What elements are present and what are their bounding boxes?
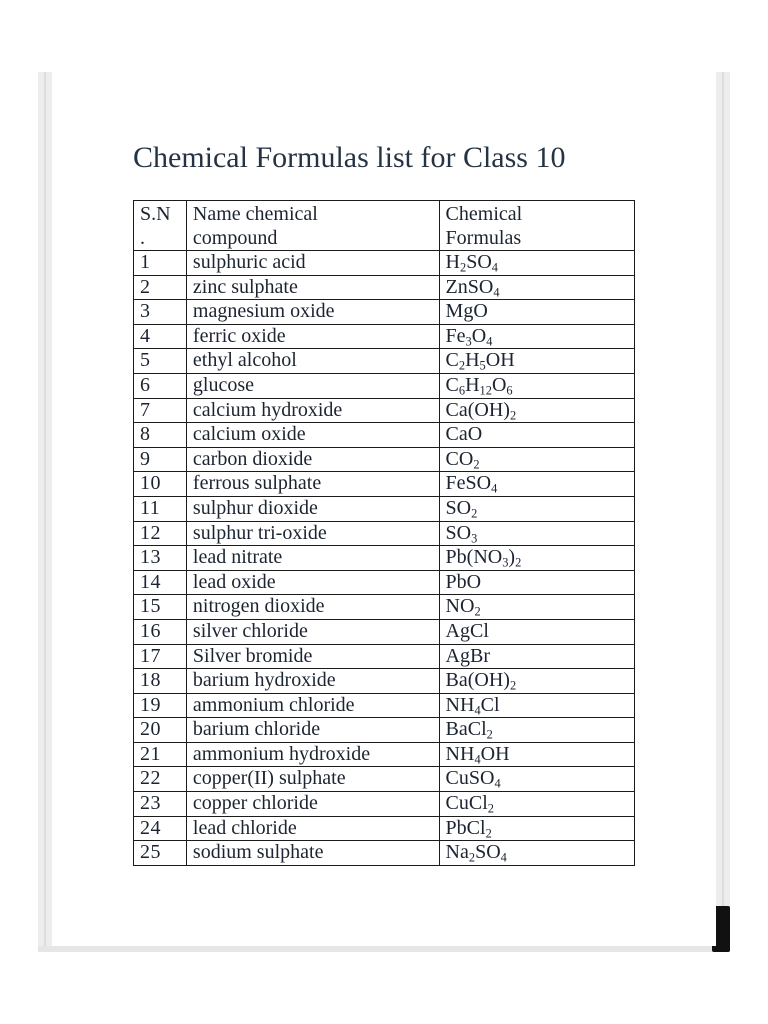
table-row [134, 251, 635, 276]
cell-formula: $Ca(OH)_2$ [439, 398, 634, 423]
cell-sn: 17 [134, 644, 187, 669]
cell-compound-name: copper(II) sulphate [186, 767, 439, 792]
bottom-page-shadow [38, 946, 730, 952]
cell-compound-name: lead oxide [186, 570, 439, 595]
table-row [134, 373, 635, 398]
cell-sn: 13 [134, 546, 187, 571]
cell-compound-name: lead chloride [186, 816, 439, 841]
table-row [134, 816, 635, 841]
left-page-shadow [38, 72, 52, 952]
cell-formula: MgO [439, 300, 634, 325]
cell-formula: $C_6H_{12}O_6$ [439, 373, 634, 398]
cell-compound-name: silver chloride [186, 619, 439, 644]
cell-compound-name: sulphuric acid [186, 251, 439, 276]
cell-formula: $Ba(OH)_2$ [439, 669, 634, 694]
cell-sn: 22 [134, 767, 187, 792]
cell-compound-name: sulphur tri-oxide [186, 521, 439, 546]
cell-sn: 25 [134, 841, 187, 866]
document-title: Chemical Formulas list for Class 10 [133, 141, 566, 174]
cell-sn: 14 [134, 570, 187, 595]
table-row [134, 324, 635, 349]
table-row [134, 595, 635, 620]
table-row [134, 447, 635, 472]
cell-formula: AgCl [439, 619, 634, 644]
cell-compound-name: glucose [186, 373, 439, 398]
cell-compound-name: ferrous sulphate [186, 472, 439, 497]
cell-sn: 15 [134, 595, 187, 620]
table-row [134, 546, 635, 571]
cell-formula: $C_2H_5OH$ [439, 349, 634, 374]
cell-sn: 23 [134, 792, 187, 817]
cell-formula: $NH_4Cl$ [439, 693, 634, 718]
cell-sn: 6 [134, 373, 187, 398]
table-row [134, 521, 635, 546]
cell-sn: 4 [134, 324, 187, 349]
cell-compound-name: nitrogen dioxide [186, 595, 439, 620]
table-row [134, 275, 635, 300]
table-body [134, 251, 635, 866]
table-row [134, 669, 635, 694]
table-row [134, 767, 635, 792]
cell-sn: 9 [134, 447, 187, 472]
cell-formula: $NO_2$ [439, 595, 634, 620]
cell-formula: BaCl$_2$ [439, 718, 634, 743]
header-sn: S.N . [134, 201, 187, 251]
table-row [134, 644, 635, 669]
cell-formula: $Na_2SO_4$ [439, 841, 634, 866]
cell-formula: PbO [439, 570, 634, 595]
table-row [134, 841, 635, 866]
table-row [134, 619, 635, 644]
cell-sn: 24 [134, 816, 187, 841]
cell-sn: 18 [134, 669, 187, 694]
cell-formula: $H_2SO_4$ [439, 251, 634, 276]
table-row [134, 718, 635, 743]
cell-formula: $SO_3$ [439, 521, 634, 546]
cell-compound-name: ferric oxide [186, 324, 439, 349]
cell-compound-name: calcium hydroxide [186, 398, 439, 423]
header-formula: Chemical Formulas [439, 201, 634, 251]
cell-formula: $CO_2$ [439, 447, 634, 472]
cell-sn: 16 [134, 619, 187, 644]
cell-compound-name: lead nitrate [186, 546, 439, 571]
cell-sn: 11 [134, 496, 187, 521]
cell-formula: ZnSO$_4$ [439, 275, 634, 300]
cell-compound-name: carbon dioxide [186, 447, 439, 472]
cell-sn: 20 [134, 718, 187, 743]
cell-sn: 21 [134, 742, 187, 767]
cell-compound-name: ammonium chloride [186, 693, 439, 718]
cell-compound-name: calcium oxide [186, 423, 439, 448]
cell-sn: 7 [134, 398, 187, 423]
cell-compound-name: barium chloride [186, 718, 439, 743]
cell-compound-name: zinc sulphate [186, 275, 439, 300]
cell-compound-name: sodium sulphate [186, 841, 439, 866]
cell-sn: 12 [134, 521, 187, 546]
cell-compound-name: barium hydroxide [186, 669, 439, 694]
cell-compound-name: ammonium hydroxide [186, 742, 439, 767]
header-compound-name: Name chemical compound [186, 201, 439, 251]
cell-sn: 8 [134, 423, 187, 448]
table-header-row [134, 201, 635, 251]
cell-sn: 10 [134, 472, 187, 497]
table-row [134, 472, 635, 497]
table-row [134, 792, 635, 817]
cell-formula: PbCl$_2$ [439, 816, 634, 841]
chemical-formula-table [133, 200, 635, 866]
cell-formula: CaO [439, 423, 634, 448]
table-row [134, 398, 635, 423]
cell-formula: $Fe_3O_4$ [439, 324, 634, 349]
cell-sn: 1 [134, 251, 187, 276]
cell-sn: 5 [134, 349, 187, 374]
cell-sn: 2 [134, 275, 187, 300]
right-page-shadow [716, 72, 730, 952]
cell-sn: 3 [134, 300, 187, 325]
cell-formula: $NH_4OH$ [439, 742, 634, 767]
cell-formula: FeSO$_4$ [439, 472, 634, 497]
table-row [134, 349, 635, 374]
table-row [134, 570, 635, 595]
cell-compound-name: sulphur dioxide [186, 496, 439, 521]
cell-formula: $Pb(NO_3)_2$ [439, 546, 634, 571]
cell-compound-name: Silver bromide [186, 644, 439, 669]
cell-compound-name: copper chloride [186, 792, 439, 817]
table-row [134, 496, 635, 521]
cell-formula: $SO_2$ [439, 496, 634, 521]
cell-formula: CuCl$_2$ [439, 792, 634, 817]
table-row [134, 423, 635, 448]
cell-formula: AgBr [439, 644, 634, 669]
cell-compound-name: ethyl alcohol [186, 349, 439, 374]
cell-formula: CuSO$_4$ [439, 767, 634, 792]
table-row [134, 300, 635, 325]
table-row [134, 693, 635, 718]
table-row [134, 742, 635, 767]
cell-compound-name: magnesium oxide [186, 300, 439, 325]
cell-sn: 19 [134, 693, 187, 718]
